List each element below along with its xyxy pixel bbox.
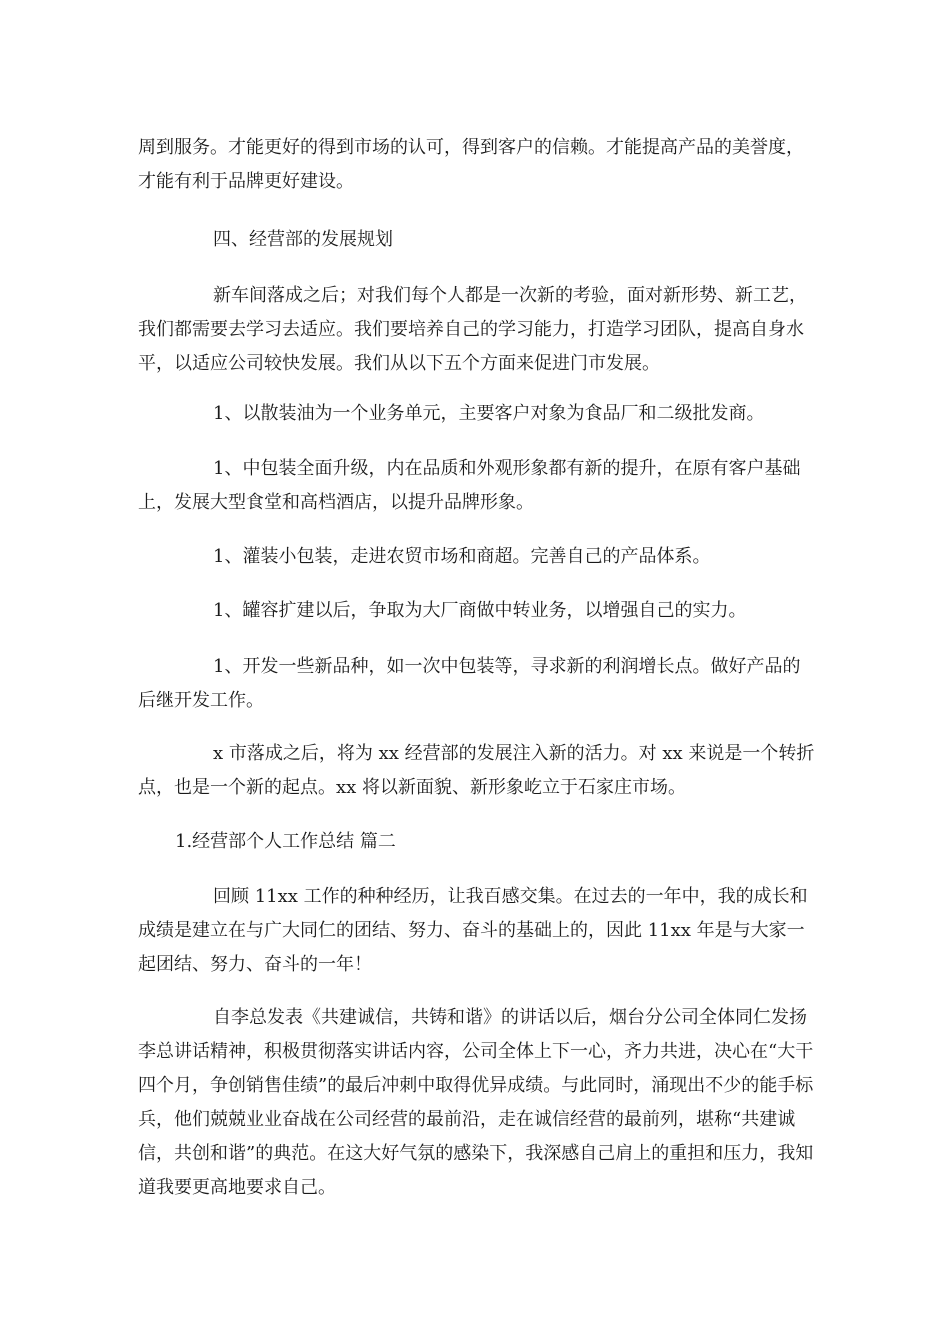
paragraph-service: 周到服务。才能更好的得到市场的认可，得到客户的信赖。才能提高产品的美誉度，才能有利于品牌更好建设。: [138, 137, 804, 192]
list-item-medium-package: 1、中包装全面升级，内在品质和外观形象都有新的提升，在原有客户基础上，发展大型食堂和高档酒店，以提升品牌形象。: [138, 458, 801, 513]
list-item-new-varieties: 1、开发一些新品种，如一次中包装等，寻求新的利润增长点。做好产品的后继开发工作。: [138, 656, 801, 711]
paragraph-review: 回顾 11xx 工作的种种经历，让我百感交集。在过去的一年中，我的成长和成绩是建立在与广大同仁的团结、努力、奋斗的基础上的，因此 11xx 年是与大家一起团结、努力、奋斗的一年！: [138, 886, 808, 975]
paragraph-new-workshop: 新车间落成之后；对我们每个人都是一次新的考验，面对新形势、新工艺，我们都需要去学习去适应。我们要培养自己的学习能力，打造学习团队，提高自身水平，以适应公司较快发展。我们从以下五个方面来促进门市发展。: [138, 285, 807, 374]
section-title-part-two: 1.经营部个人工作总结 篇二: [175, 831, 396, 852]
list-item-small-package: 1、灌装小包装，走进农贸市场和商超。完善自己的产品体系。: [213, 546, 711, 567]
list-item-bulk-oil: 1、以散装油为一个业务单元，主要客户对象为食品厂和二级批发商。: [213, 403, 765, 424]
paragraph-speech: 自李总发表《共建诚信，共铸和谐》的讲话以后，烟台分公司全体同仁发扬李总讲话精神，积极贯彻落实讲话内容，公司全体上下一心，齐力共进，决心在“大干四个月，争创销售佳绩”的最后冲刺中取得优异成绩。与此同时，涌现出不少的能手标兵，他们兢兢业业奋战在公司经营的最前沿，走在诚信经营的最前列，堪称“共建诚信，共创和谐”的典范。在这大好气氛的感染下，我深感自己肩上的重担和压力，我知道我要更高地要求自己。: [138, 1007, 814, 1198]
paragraph-turning-point: x 市落成之后，将为 xx 经营部的发展注入新的活力。对 xx 来说是一个转折点，也是一个新的起点。xx 将以新面貌、新形象屹立于石家庄市场。: [138, 743, 815, 798]
list-item-tank-expansion: 1、罐容扩建以后，争取为大厂商做中转业务，以增强自己的实力。: [213, 600, 747, 621]
heading-development-plan: 四、经营部的发展规划: [213, 229, 393, 250]
